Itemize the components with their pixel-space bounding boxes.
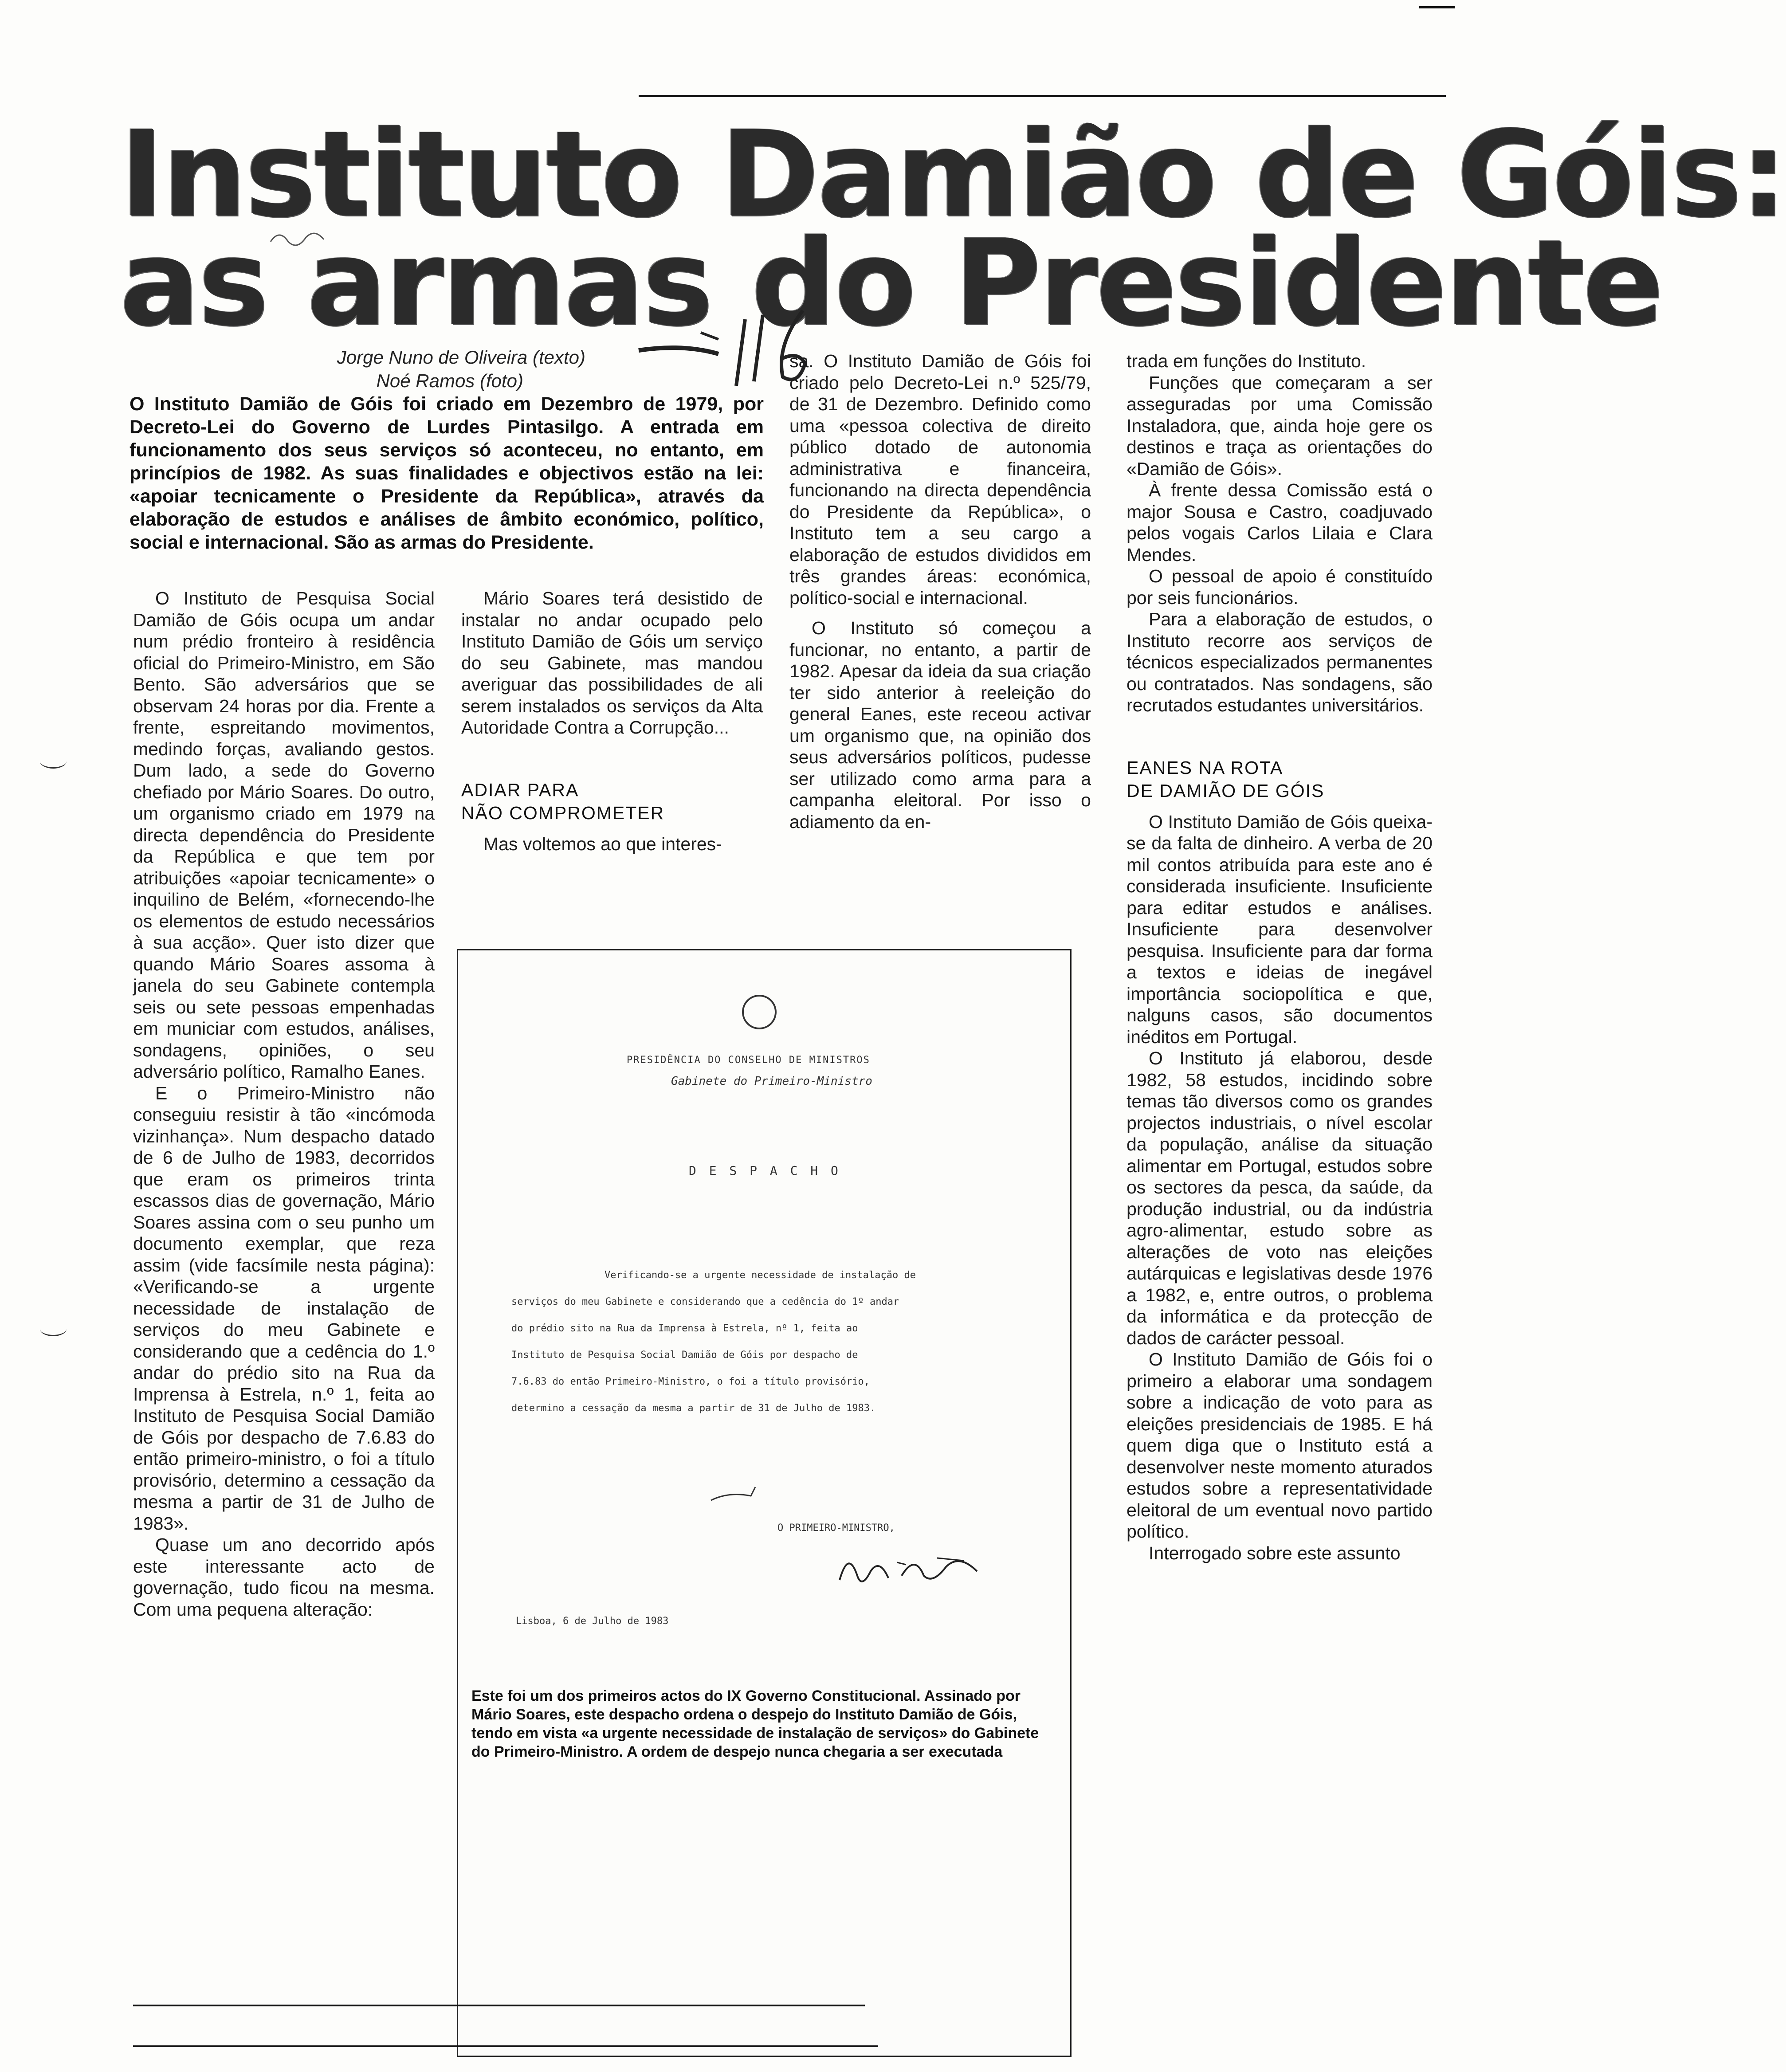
section-heading-eanes-2: DE DAMIÃO DE GÓIS: [1127, 780, 1325, 801]
fax-subhead: Gabinete do Primeiro-Ministro: [671, 1075, 872, 1088]
bottom-rule-short: [133, 2005, 865, 2006]
column-2-continuation: Mas voltemos ao que interes-: [483, 833, 722, 854]
column-4-paragraph: Interrogado sobre este assunto: [1149, 1542, 1401, 1563]
corner-rule: [1419, 6, 1455, 8]
column-4-paragraph: O Instituto Damião de Góis foi o primeiro a elaborar uma sondagem sobre a indicação de voto para as eleições presidenciais de 1985. E há quem diga que o Instituto está a desenvolver neste momento aturados estudos sobre a representatividade eleitoral de um eventual novo partido político.: [1127, 1349, 1433, 1542]
column-4-paragraph: trada em funções do Instituto.: [1127, 351, 1366, 371]
column-3-paragraph: sa. O Instituto Damião de Góis foi criado pelo Decreto-Lei n.º 525/79, de 31 de Dezembro. Definido como uma «pessoa colectiva de direito público dotado de autonomia administrativa e financeira, funcionando na directa dependência do Presidente da República», o Instituto tem a seu cargo a elaboração de estudos divididos em três grandes áreas: económica, político-social e internacional.: [789, 351, 1091, 608]
margin-mark: [40, 1322, 67, 1336]
column-4-paragraph: O Instituto já elaborou, desde 1982, 58 estudos, incidindo sobre temas tão diversos como os grandes projectos industriais, o nível escolar da população, análise da situação alimentar em Portugal, estudos sobre os sectores da pesca, da saúde, da produção industrial, ou da indústria agro-alimentar, estudo sobre as alterações de voto nas eleições autárquicas e legislativas desde 1976 a 1982, e, entre outros, o problema da informática e da protecção de dados de carácter pessoal.: [1127, 1048, 1433, 1348]
column-3: [789, 350, 1091, 832]
small-scribble: [266, 224, 333, 251]
column-4-paragraph: Para a elaboração de estudos, o Instituto recorre aos serviços de técnicos especializados permanentes ou contratados. Nas sondagens, são recrutados estudantes universitários.: [1127, 609, 1433, 715]
top-rule: [639, 95, 1446, 97]
fax-letterhead: PRESIDÊNCIA DO CONSELHO DE MINISTROS: [627, 1055, 870, 1066]
byline-photo: Noé Ramos (foto): [376, 370, 523, 391]
emblem-icon: [742, 995, 777, 1029]
column-4-paragraph: À frente dessa Comissão está o major Sousa e Castro, coadjuvado pelos vogais Carlos Lilaia e Clara Mendes.: [1127, 480, 1433, 565]
facsimile-caption: Este foi um dos primeiros actos do IX Governo Constitucional. Assinado por Mário Soares, este despacho ordena o despejo do Instituto Damião de Góis, tendo em vista «a urgente necessidade de instalação de serviços» do Gabinete do Primeiro-Ministro. A ordem de despejo nunca chegaria a ser executada: [471, 1687, 1039, 1760]
column-1-paragraph: E o Primeiro-Ministro não conseguiu resistir à tão «incómoda vizinhança». Num despacho datado de 6 de Julho de 1983, decorridos que eram os primeiros trinta escassos dias de governação, Mário Soares assina com o seu punho um documento exemplar, que reza assim (vide facsímile nesta página): «Verificando-se a urgente necessidade de instalação de serviços do meu Gabinete e considerando que a cedência do 1.º andar do prédio sito na Rua da Imprensa à Estrela, n.º 1, feita ao Instituto de Pesquisa Social Damião de Góis por despacho de 7.6.83 do então primeiro-ministro, o foi a título provisório, determino a cessação da mesma a partir de 31 de Julho de 1983».: [133, 1083, 435, 1534]
column-4: [1127, 350, 1433, 1564]
column-1-paragraph: Quase um ano decorrido após este interessante acto de governação, tudo ficou na mesma. Com uma pequena alteração:: [133, 1534, 435, 1620]
column-1: [133, 588, 435, 1620]
column-3-paragraph: O Instituto só começou a funcionar, no entanto, a partir de 1982. Apesar da ideia da sua criação ter sido anterior à reeleição do general Eanes, este receou activar um organismo que, na opinião dos seus adversários políticos, pudesse ser utilizado como arma para a campanha eleitoral. Por isso o adiamento da en-: [789, 618, 1091, 832]
byline-author: Jorge Nuno de Oliveira (texto): [337, 347, 585, 368]
fax-body-line: serviços do meu Gabinete e considerando que a cedência do 1º andar: [511, 1296, 899, 1307]
column-1-paragraph: O Instituto de Pesquisa Social Damião de Góis ocupa um andar num prédio fronteiro à residência oficial do Primeiro-Ministro, em São Bento. São adversários que se observam 24 horas por dia. Frente a frente, espreitando movimentos, medindo forças, avaliando gestos. Dum lado, a sede do Governo chefiado por Mário Soares. Do outro, um organismo criado em 1979 na directa dependência do Presidente da República e que tem por atribuições «apoiar tecnicamente» o inquilino de Belém, «fornecendo-lhe os elementos de estudo necessários à sua acção». Quer isto dizer que quando Mário Soares assoma à janela do seu Gabinete contempla seis ou sete pessoas empenhadas em municiar com estudos, análises, sondagens, opiniões, o seu adversário político, Ramalho Eanes.: [133, 588, 435, 1082]
column-4-paragraph: O Instituto Damião de Góis queixa-se da falta de dinheiro. A verba de 20 mil contos atribuída para este ano é considerada insuficiente. Insuficiente para editar estudos e análises. Insuficiente para desenvolver pesquisa. Insuficiente para dar forma a textos e ideias de inegável importância sociopolítica e que, nalguns casos, são documentos inéditos em Portugal.: [1127, 811, 1433, 1047]
column-2: [461, 588, 763, 855]
fax-body-line: do prédio sito na Rua da Imprensa à Estrela, nº 1, feita ao: [511, 1323, 858, 1334]
section-heading-adiar: ADIAR PARA: [461, 779, 579, 800]
fax-body-line: determino a cessação da mesma a partir de 31 de Julho de 1983.: [511, 1403, 876, 1414]
headline-line-2: as armas do Presidente: [120, 214, 1662, 353]
column-2-paragraph: Mário Soares terá desistido de instalar no andar ocupado pelo Instituto Damião de Góis um serviço do seu Gabinete, mas mandou averiguar das possibilidades de ali serem instalados os serviços da Alta Autoridade Contra a Corrupção...: [461, 588, 763, 738]
column-4-paragraph: Funções que começaram a ser asseguradas por uma Comissão Instaladora, que, ainda hoje gere os destinos e traça as orientações do «Damião de Góis».: [1127, 372, 1433, 479]
headline-line-1: Instituto Damião de Góis:: [120, 106, 1786, 244]
margin-mark: [40, 754, 67, 769]
signature-icon: [831, 1545, 999, 1593]
fax-body-line: 7.6.83 do então Primeiro-Ministro, o foi a título provisório,: [511, 1376, 870, 1387]
fax-body-line: Instituto de Pesquisa Social Damião de Góis por despacho de: [511, 1350, 858, 1361]
fax-place-date: Lisboa, 6 de Julho de 1983: [516, 1616, 669, 1627]
fax-signatory: O PRIMEIRO-MINISTRO,: [777, 1523, 895, 1534]
column-4-paragraph: O pessoal de apoio é constituído por seis funcionários.: [1127, 566, 1433, 608]
lead-paragraph: O Instituto Damião de Góis foi criado em Dezembro de 1979, por Decreto-Lei do Governo de Lurdes Pintasilgo. A entrada em funcionamento dos seus serviços só aconteceu, no entanto, em princípios de 1982. As suas finalidades e objectivos estão na lei: «apoiar tecnicamente o Presidente da República», através da elaboração de estudos e análises de âmbito económico, político, social e internacional. São as armas do Presidente.: [130, 393, 764, 553]
section-heading-eanes: EANES NA ROTA: [1127, 757, 1284, 778]
fax-body-line: Verificando-se a urgente necessidade de instalação de: [604, 1270, 916, 1281]
facsimile-box: [457, 949, 1072, 2057]
section-heading-adiar-2: NÃO COMPROMETER: [461, 802, 665, 823]
tick-mark: [707, 1483, 760, 1509]
bottom-rule: [133, 2045, 878, 2047]
fax-title: D E S P A C H O: [689, 1163, 841, 1178]
